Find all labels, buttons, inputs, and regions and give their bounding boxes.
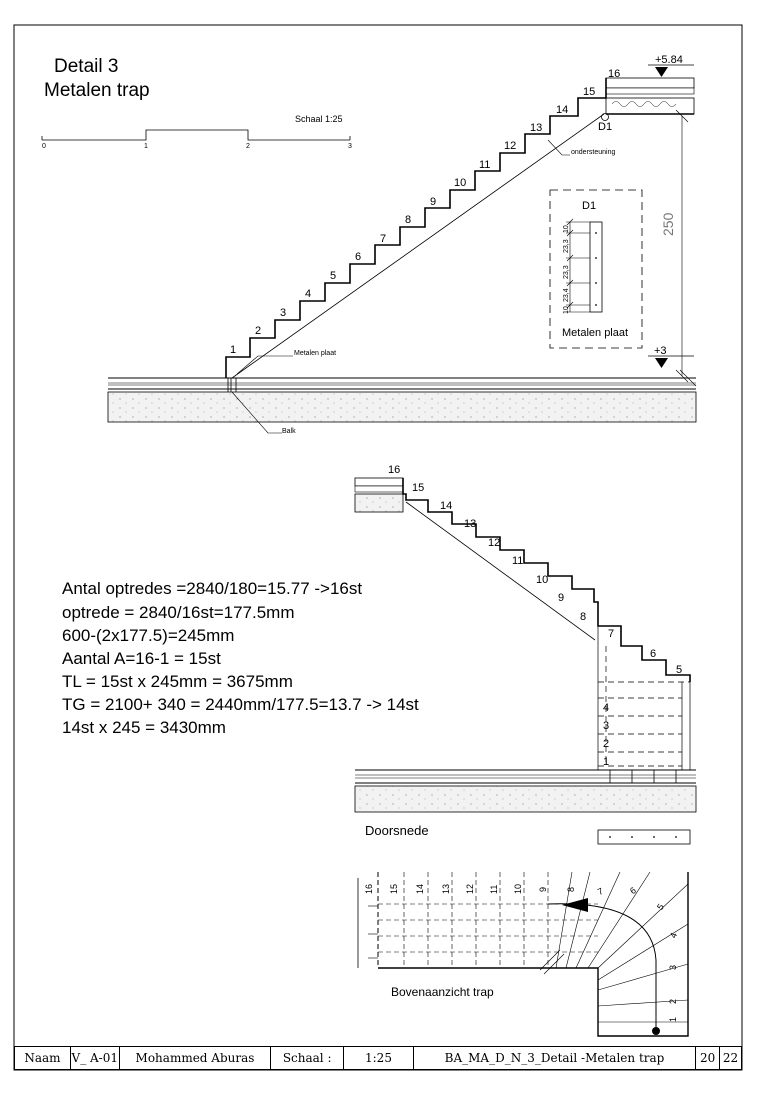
step-number: 6 bbox=[355, 251, 362, 263]
plan-step-number: 16 bbox=[364, 883, 374, 894]
step-number: 13 bbox=[530, 122, 543, 134]
floor-slab-upper bbox=[606, 78, 694, 114]
calc-line: optrede = 2840/16st=177.5mm bbox=[62, 603, 295, 622]
level-bottom: +3 bbox=[654, 345, 667, 357]
plan-step-number: 1 bbox=[668, 1016, 678, 1022]
plan-step-number: 11 bbox=[489, 884, 499, 894]
beam-support bbox=[228, 114, 609, 393]
beam-label: Balk bbox=[282, 428, 296, 435]
title-block-code: V_ A-01 bbox=[71, 1047, 120, 1069]
calc-line: TL = 15st x 245mm = 3675mm bbox=[62, 672, 293, 691]
doorsnede-plate-detail bbox=[598, 830, 690, 844]
plan-step-number: 4 bbox=[668, 931, 680, 940]
scale-bar bbox=[42, 130, 350, 140]
doorsnede-upper-slab bbox=[355, 478, 403, 512]
calc-line: Aantal A=16-1 = 15st bbox=[62, 649, 221, 668]
title-block-schaal-label: Schaal : bbox=[271, 1047, 344, 1069]
plate-dimension: 23,4 bbox=[563, 288, 570, 302]
step-number: 7 bbox=[608, 628, 615, 640]
plate-dimension: 23,3 bbox=[563, 265, 570, 279]
step-number: 16 bbox=[608, 68, 621, 80]
stair-start-dot bbox=[652, 1027, 660, 1035]
step-number: 14 bbox=[440, 500, 453, 512]
step-number: 12 bbox=[488, 537, 501, 549]
step-number: 11 bbox=[479, 159, 491, 171]
plate-dimension: 10 bbox=[563, 306, 570, 314]
plan-step-number: 8 bbox=[566, 886, 576, 892]
calc-line: TG = 2100+ 340 = 2440mm/177.5=13.7 -> 14st bbox=[62, 695, 419, 714]
step-number: 7 bbox=[380, 233, 387, 245]
plan-step-number: 9 bbox=[538, 886, 548, 892]
plan-step-number: 5 bbox=[655, 901, 667, 912]
scale-tick-0: 0 bbox=[42, 143, 46, 150]
plate-label: Metalen plaat bbox=[294, 350, 337, 357]
detail-box-title: D1 bbox=[582, 200, 597, 212]
step-number: 14 bbox=[556, 104, 569, 116]
step-number: 1 bbox=[230, 344, 237, 356]
step-number: 9 bbox=[558, 592, 565, 604]
step-number: 6 bbox=[650, 648, 657, 660]
step-number: 13 bbox=[464, 518, 477, 530]
support-label: ondersteuning bbox=[571, 149, 616, 156]
plate-dimension: 23,3 bbox=[563, 239, 570, 253]
step-number: 15 bbox=[412, 482, 425, 494]
step-number: 4 bbox=[305, 288, 312, 300]
step-number: 1 bbox=[603, 756, 610, 768]
scale-tick-3: 3 bbox=[348, 143, 352, 150]
plan-caption: Bovenaanzicht trap bbox=[391, 985, 494, 999]
title-block-name: Mohammed Aburas bbox=[120, 1047, 272, 1069]
step-number: 2 bbox=[255, 325, 262, 337]
stair-stringer-top bbox=[232, 114, 604, 378]
title-block-schaal-value: 1:25 bbox=[344, 1047, 414, 1069]
doorsnede-stringer bbox=[406, 502, 595, 640]
calc-line: Antal optredes =2840/180=15.77 ->16st bbox=[62, 579, 363, 598]
step-number: 2 bbox=[603, 738, 610, 750]
plan-step-number: 12 bbox=[465, 883, 475, 894]
scale-bar-label: Schaal 1:25 bbox=[295, 114, 343, 124]
step-number: 15 bbox=[583, 86, 596, 98]
plan-step-number: 2 bbox=[668, 998, 678, 1004]
scale-tick-2: 2 bbox=[246, 143, 250, 150]
plate-dimension: 10 bbox=[563, 225, 570, 233]
step-number: 11 bbox=[512, 555, 524, 567]
title-block bbox=[14, 1046, 742, 1070]
step-number: 9 bbox=[430, 196, 437, 208]
plan-view bbox=[358, 872, 688, 1036]
step-number: 12 bbox=[504, 140, 517, 152]
step-number: 5 bbox=[676, 664, 683, 676]
height-dimension bbox=[676, 110, 688, 382]
step-number: 3 bbox=[603, 720, 610, 732]
detail-title: Detail 3 bbox=[54, 56, 119, 77]
plan-step-number: 14 bbox=[415, 883, 425, 894]
title-block-file: BA_MA_D_N_3_Detail -Metalen trap bbox=[414, 1047, 696, 1069]
title-block-page: 20 bbox=[696, 1047, 720, 1069]
detail-box-caption: Metalen plaat bbox=[562, 327, 629, 339]
plan-step-number: 15 bbox=[389, 883, 399, 894]
title-block-naam-label: Naam bbox=[15, 1047, 71, 1069]
height-dimension-label: 250 bbox=[660, 212, 676, 236]
step-number: 3 bbox=[280, 307, 287, 319]
detail-ref-d1: D1 bbox=[598, 121, 613, 133]
step-number: 10 bbox=[536, 574, 549, 586]
plan-step-number: 7 bbox=[596, 885, 605, 898]
step-number: 16 bbox=[388, 464, 401, 476]
doorsnede-caption: Doorsnede bbox=[365, 823, 429, 838]
step-number: 4 bbox=[603, 702, 610, 714]
plan-step-number: 3 bbox=[668, 964, 678, 970]
level-top: +5.84 bbox=[655, 54, 683, 66]
step-number: 5 bbox=[330, 270, 337, 282]
step-number: 8 bbox=[580, 611, 587, 623]
doorsnede-landing-block bbox=[598, 626, 690, 783]
calc-line: 600-(2x177.5)=245mm bbox=[62, 626, 235, 645]
step-number: 8 bbox=[405, 214, 412, 226]
plan-step-number: 13 bbox=[441, 883, 451, 894]
step-number: 10 bbox=[454, 177, 467, 189]
stair-profile-top bbox=[226, 78, 606, 378]
scale-tick-1: 1 bbox=[144, 143, 148, 150]
floor-slab-lower bbox=[108, 370, 696, 422]
plan-step-number: 6 bbox=[628, 885, 638, 897]
doorsnede-floor bbox=[355, 770, 696, 812]
title-block-total: 22 bbox=[722, 1051, 739, 1065]
plan-step-number: 10 bbox=[513, 883, 523, 894]
calc-line: 14st x 245 = 3430mm bbox=[62, 718, 226, 737]
detail-subtitle: Metalen trap bbox=[44, 80, 150, 101]
